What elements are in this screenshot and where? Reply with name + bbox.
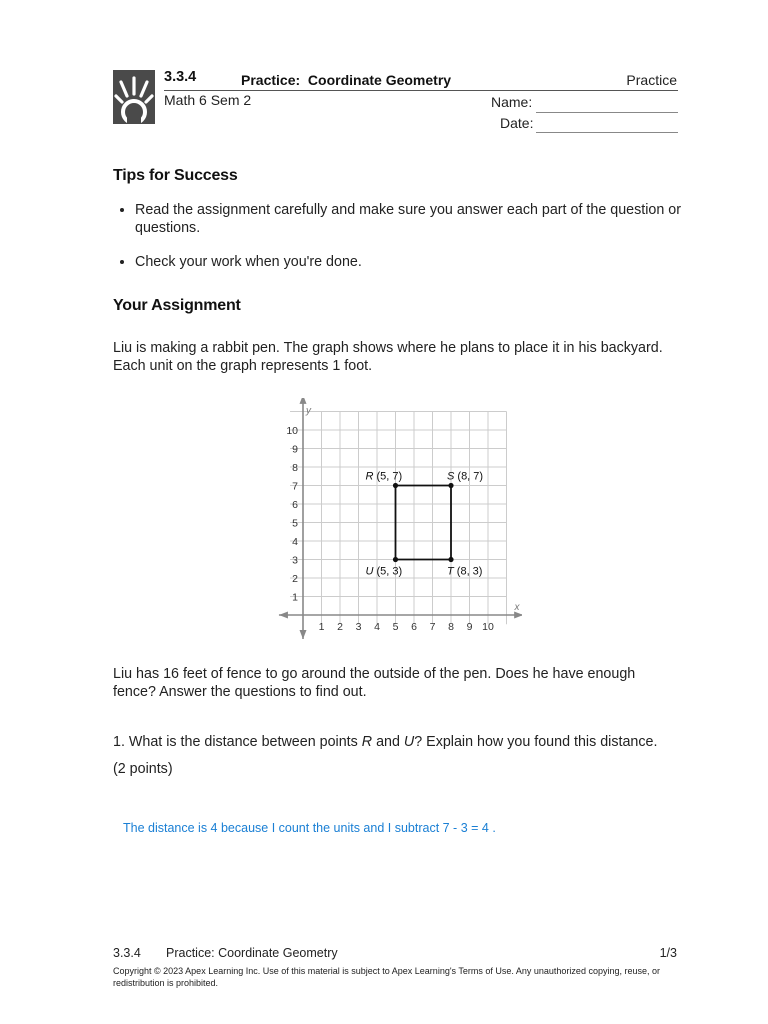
y-tick-label: 3 <box>292 554 298 567</box>
x-axis-arrow-left <box>279 612 288 619</box>
assignment-followup: Liu has 16 feet of fence to go around the outside of the pen. Does he have enough fence? Answer the questions to find out. <box>113 666 636 700</box>
question-1 <box>113 729 673 783</box>
date-blank-line[interactable] <box>536 132 678 133</box>
y-axis-arrow-up <box>300 398 307 404</box>
tip-item: • Check your work when you're done. <box>135 253 695 271</box>
y-tick-label: 7 <box>292 480 298 493</box>
point-label-r: R (5, 7) <box>365 470 403 483</box>
x-tick-label: 3 <box>355 621 362 633</box>
name-label: Name: <box>491 94 533 110</box>
point-t <box>448 557 453 562</box>
x-tick-label: 4 <box>374 621 380 633</box>
x-tick-label: 10 <box>482 621 494 633</box>
question-1-point-r: R <box>361 734 373 750</box>
assignment-intro: Liu is making a rabbit pen. The graph shows where he plans to place it in his backyard. Each unit on the graph represents 1 foot. <box>113 340 663 374</box>
x-axis-label: x <box>514 602 520 613</box>
tip-item: • Read the assignment carefully and make sure you answer each part of the question or questions. <box>135 201 695 237</box>
point-r <box>393 483 398 488</box>
point-s <box>448 483 453 488</box>
answer-1-text[interactable]: The distance is 4 because I count the units and I subtract 7 - 3 = 4 . <box>123 821 496 835</box>
page-number: 1/3 <box>659 946 677 960</box>
x-tick-label: 1 <box>318 621 325 633</box>
footer-lesson-title: Practice: Coordinate Geometry <box>166 946 338 960</box>
y-axis-label: y <box>306 405 311 417</box>
date-label: Date: <box>500 115 534 131</box>
y-tick-label: 1 <box>292 591 298 604</box>
header-divider <box>164 90 678 91</box>
x-tick-label: 5 <box>392 621 399 633</box>
y-tick-label: 2 <box>292 573 298 585</box>
x-tick-label: 2 <box>337 621 343 633</box>
x-tick-label: 9 <box>466 621 473 633</box>
y-tick-label: 6 <box>292 499 298 511</box>
document-type: Practice <box>626 72 677 88</box>
y-tick-label: 4 <box>292 536 298 548</box>
x-tick-label: 7 <box>429 621 436 633</box>
x-tick-label: 6 <box>411 621 417 633</box>
question-1-prefix: 1. What is the distance between points <box>113 734 362 750</box>
point-u <box>393 557 398 562</box>
point-label-u: U (5, 3) <box>365 565 403 578</box>
tips-list <box>113 201 695 287</box>
point-label-t: T (8, 3) <box>447 565 483 578</box>
y-tick-label: 5 <box>292 517 298 530</box>
assignment-heading: Your Assignment <box>113 297 241 314</box>
point-label-s: S (8, 7) <box>447 470 484 483</box>
x-tick-label: 8 <box>448 621 454 633</box>
y-tick-label: 8 <box>292 462 298 474</box>
footer-lesson-number: 3.3.4 <box>113 946 141 960</box>
lesson-number: 3.3.4 <box>164 69 197 85</box>
question-1-suffix: ? Explain how you found this distance. (2 points) <box>113 734 658 777</box>
apex-logo-icon <box>113 70 155 124</box>
question-1-and: and <box>372 734 404 750</box>
lesson-title: Practice: Coordinate Geometry <box>241 72 452 88</box>
name-blank-line[interactable] <box>536 112 678 113</box>
coordinate-graph <box>272 398 522 648</box>
course-name: Math 6 Sem 2 <box>164 92 252 108</box>
copyright-notice: Copyright © 2023 Apex Learning Inc. Use of this material is subject to Apex Learning's Terms of Use. Any unauthorized copying, reuse, or redistribution is prohibited. <box>113 966 660 988</box>
y-tick-label: 10 <box>286 425 298 437</box>
tips-heading: Tips for Success <box>113 167 238 184</box>
question-1-point-u: U <box>403 734 415 750</box>
y-axis-arrow-down <box>300 630 307 639</box>
y-tick-label: 9 <box>292 443 298 456</box>
